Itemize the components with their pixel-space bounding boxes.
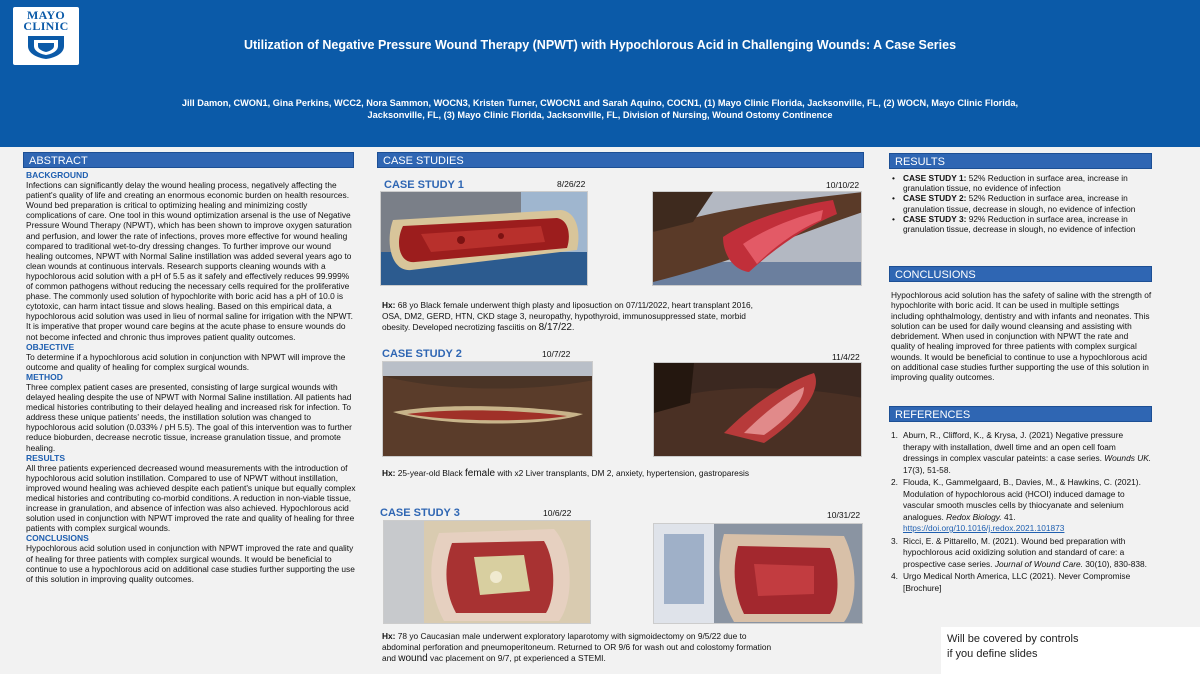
- result-1-text: 52% Reduction in surface area, increase in granulation tissue, no evidence of infection: [903, 173, 1128, 194]
- results-section-heading: RESULTS: [889, 153, 1152, 169]
- cs3-hx-a: 78 yo Caucasian male underwent exploratory laparotomy with sigmoidectomy on 9/5/22 due to abdominal perforation and pneumoperitoneum. Returned to OR 9/6 for wash out and colostomy formation and: [382, 631, 772, 663]
- cs2-date-before: 10/7/22: [542, 349, 571, 359]
- cs3-hx-b: vac placement on 9/7, pt experienced a STEMI.: [427, 653, 606, 663]
- logo-wordmark: MAYO CLINIC: [23, 8, 69, 33]
- authors: [170, 97, 1030, 121]
- cs3-hx-big: wound: [398, 653, 428, 664]
- authors-line-1: Jill Damon, CWON1, Gina Perkins, WCC2, Nora Sammon, WOCN3, Kristen Turner, CWOCN1 and Sarah Aquino, COCN1, (1) Mayo Clinic Florida, Jacksonville, FL, (2) WOCN, Mayo Clinic Florida,: [181, 98, 1019, 108]
- conclusions-heading: CONCLUSIONS: [26, 533, 89, 544]
- authors-line-2: Jacksonville, FL, (3) Mayo Clinic Florida, Jacksonville, FL, Division of Nursing, Wound Ostomy Continence: [367, 110, 833, 120]
- background-heading: BACKGROUND: [26, 170, 89, 180]
- reference-2: 2. Flouda, K., Gammelgaard, B., Davies, M., & Hawkins, C. (2021). Modulation of hypochlorous acid (HCOI) induced damage to vascular smooth muscles cells by thiocyanate and selenium analogues. Redox Biology. 41. https://doi.org/10.1016/j.redox.2021.101873: [891, 477, 1141, 533]
- result-item-3: [891, 214, 1153, 234]
- method-heading: METHOD: [26, 371, 63, 382]
- case-studies-heading: CASE STUDIES: [377, 152, 864, 168]
- cs2-hx-label: Hx:: [382, 468, 396, 478]
- cs1-hx-label: Hx:: [382, 300, 396, 310]
- result-2-label: CASE STUDY 2:: [903, 193, 967, 204]
- cs3-hx-label: Hx:: [382, 631, 396, 641]
- background-text: Infections can significantly delay the wound healing process, negatively affecting the patient's quality of life and creating an enormous economic burden on health resources. Wound bed preparation is critical to optimizing healing and minimizing costly complications of care. One tool in this wound optimization arsenal is the use of Negative Pressure Wound Therapy (NPWT), which has been shown to improve oxygen saturation and perfusion, and lower the rate of infections, proves more effective for wound healing compared to traditional wet-to-dry dressing changes. To further improve our wound healing outcomes, NPWT with Normal Saline instillation was added several years ago to clean wounds at continuous intervals. Research supports cleaning wounds with a hypochlorous acid solution with a pH of 5.5 as it safely and effectively reduces 99.999% of common pathogens without reducing the necessary cells required for the proliferative phase. The commonly used solution of hypochlorite with boric acid has a pH of 10.0 is cytotoxic, can harm intact tissue and slows healing. Based on this empirical data, a hypochlorous acid solution was used in lieu of normal saline for irrigation with the NPWT. It is imperative that proper wound care begins at the acute phase to ensure wounds do not become infected and chronic thus improves patient quality outcomes.: [26, 180, 353, 342]
- cs1-date-after: 10/10/22: [826, 180, 860, 190]
- cs1-hx-date: 8/17/22: [538, 322, 572, 333]
- conclusions-section-heading: CONCLUSIONS: [889, 266, 1152, 282]
- result-3-label: CASE STUDY 3:: [903, 213, 967, 224]
- conclusions-text-block: Hypochlorous acid solution has the safety of saline with the strength of hypochlorite with boric acid. It can be used in multiple settings including ophthalmology, dentistry and with infants and neonates. This solution can be used for daily wound cleansing and assisting with debridement. When used in conjunction with NPWT the rate and quality of healing improved for three patients with complex surgical wounds. It would be beneficial to continue to use a hypochlorous acid on additional case studies further supporting the use of this solution in improving quality outcomes.: [891, 290, 1152, 383]
- case-study-3-label: CASE STUDY 3: [380, 507, 460, 519]
- cs1-history: [382, 300, 762, 333]
- results-heading: RESULTS: [26, 452, 66, 463]
- shield-icon: [26, 34, 66, 60]
- cs3-date-after: 10/31/22: [827, 510, 861, 520]
- cs1-hx-text: 68 yo Black female underwent thigh plasty and liposuction on 07/11/2022, heart transplant 2016, OSA, DM2, GERD, HTN, CKD stage 3, neuropathy, hypothyroid, immunosuppressed state, morbid obesity. Developed necrotizing fasciitis on: [382, 300, 753, 332]
- cs1-date-before: 8/26/22: [557, 179, 586, 189]
- cs3-wound-photo-before: [383, 520, 591, 624]
- cs2-wound-photo-after: [653, 362, 862, 457]
- conclusions-text: Hypochlorous acid solution used in conjunction with NPWT improved the rate and quality of healing for three patients with complex surgical wounds. It would be beneficial to continue to use a hypochlorous acid on additional case studies further supporting the use of this solution in improving quality outcomes.: [26, 543, 355, 584]
- result-3-text: 92% Reduction in surface area, increase in granulation tissue, decrease in slough, no evidence of infection: [903, 213, 1136, 235]
- mayo-clinic-logo: [13, 7, 79, 65]
- cs2-hx-b: with x2 Liver transplants, DM 2, anxiety, hypertension, gastroparesis: [495, 468, 750, 478]
- reference-1: 1. Aburn, R., Clifford, K., & Krysa, J. (2021) Negative pressure therapy with installation, dwell time and an open cell foam dressings in complex vascular pateints: a case series. Wounds UK. 17(3), 51-58.: [891, 430, 1152, 475]
- slide-controls-placeholder: [941, 627, 1200, 674]
- overlay-line-2: if you define slides: [947, 648, 1038, 660]
- result-item-2: [891, 193, 1153, 213]
- results-text: All three patients experienced decreased wound measurements with the introduction of hypochlorous acid solution instillation. Compared to use of NPWT without instillation, improved wound healing was achieved despite each patient's unique but equally complex medical histories and contributing co-morbid conditions. A reduction in non-viable tissue, increase in granulation, and absence of infection was also achieved. Hypochlorous acid solution used in conjunction with NPWT improved the rate and quality of healing for three patients with complex surgical wounds.: [26, 462, 356, 534]
- cs3-wound-photo-after: [653, 523, 863, 624]
- doi-link[interactable]: https://doi.org/10.1016/j.redox.2021.101873: [903, 523, 1065, 533]
- cs1-hx-end: .: [571, 322, 575, 332]
- cs1-wound-photo-after: [652, 191, 862, 286]
- references-list: [891, 430, 1153, 595]
- cs2-hx-a: 25-year-old Black: [395, 468, 466, 478]
- cs2-wound-photo-before: [382, 361, 593, 457]
- results-list: [891, 173, 1153, 234]
- result-item-1: [891, 173, 1153, 193]
- cs3-history: [382, 631, 772, 664]
- case-study-1-label: CASE STUDY 1: [384, 179, 464, 191]
- references-heading: REFERENCES: [889, 406, 1152, 422]
- result-2-text: 52% Reduction in surface area, increase in granulation tissue, decrease in slough, no evidence of infection: [903, 193, 1136, 214]
- poster-title: Utilization of Negative Pressure Wound Therapy (NPWT) with Hypochlorous Acid in Challenging Wounds: A Case Series: [243, 38, 957, 52]
- method-text: Three complex patient cases are presented, consisting of large surgical wounds with delayed healing despite the use of NPWT with Normal Saline instillation. All patients had medical histories contributing to their delayed healing and increased risk for infection. To address these unique patients' needs, the instillation solution was changed to hypochlorous acid solution (0.033% / pH 5.5). The goal of this intervention was to further reduce bioburden, decrease necrotic tissue, increase granulation tissue, and promote healing.: [26, 381, 352, 453]
- reference-4: 4. Urgo Medical North America, LLC (2021). Never Compromise [Brochure]: [891, 571, 1131, 593]
- objective-heading: OBJECTIVE: [26, 341, 75, 352]
- case-study-2-label: CASE STUDY 2: [382, 348, 462, 360]
- cs3-date-before: 10/6/22: [543, 508, 572, 518]
- abstract-body: [26, 170, 358, 584]
- abstract-heading: ABSTRACT: [23, 152, 354, 168]
- result-1-label: CASE STUDY 1:: [903, 173, 967, 183]
- cs2-date-after: 11/4/22: [832, 352, 860, 362]
- poster-header: [0, 0, 1200, 147]
- cs2-hx-big: female: [465, 468, 496, 479]
- cs1-wound-photo-before: [380, 191, 588, 286]
- reference-3: 3. Ricci, E. & Pittarello, M. (2021). Wound bed preparation with hypochlorous acid oxidizing solution and standard of care: a prospective case series. Journal of Wound Care. 30(10), 830-838.: [891, 535, 1147, 569]
- cs2-history: [382, 468, 762, 479]
- overlay-line-1: Will be covered by controls: [947, 633, 1079, 645]
- objective-text: To determine if a hypochlorous acid solution in conjunction with NPWT will improve the outcome and quality of healing for complex surgical wounds.: [26, 351, 346, 372]
